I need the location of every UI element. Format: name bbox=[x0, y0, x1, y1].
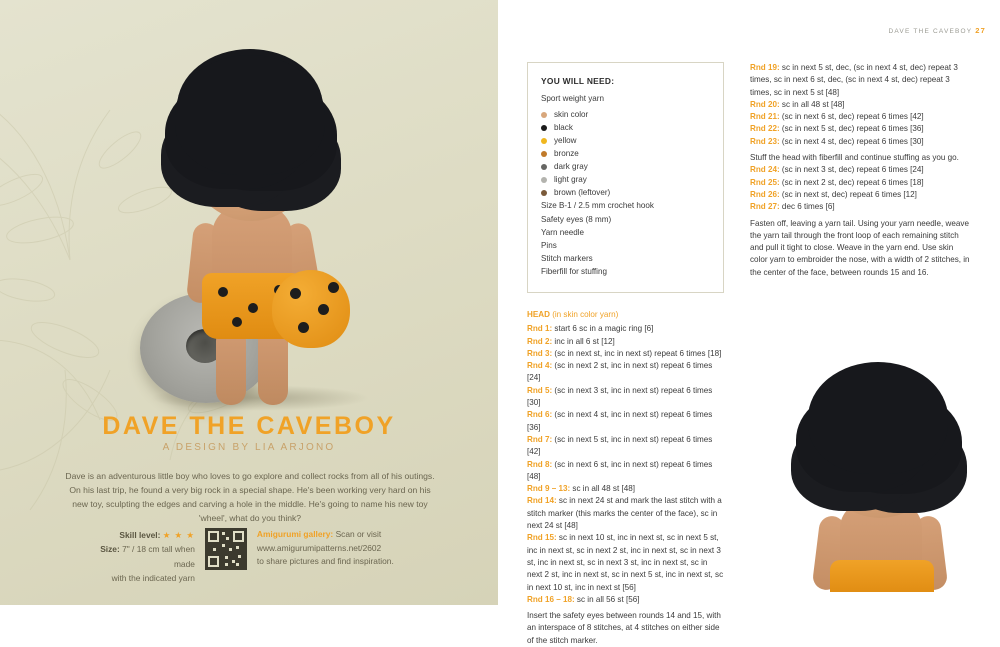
round-row: Rnd 25: (sc in next 2 st, dec) repeat 6 times [18] bbox=[750, 177, 924, 187]
list-item: black bbox=[541, 121, 710, 134]
materials-box bbox=[527, 62, 724, 293]
material-item: Stitch markers bbox=[541, 253, 593, 263]
round-row: Rnd 19: sc in next 5 st, dec, (sc in next 4 st, dec) repeat 3 times, sc in next 6 st, dec, (sc in next 4 st, dec) repeat 3 times, sc in next 5 st [48] bbox=[750, 63, 958, 97]
skill-level-label: Skill level: bbox=[119, 530, 161, 540]
column-right bbox=[750, 62, 972, 279]
color-swatch-icon bbox=[541, 151, 547, 157]
round-row: Rnd 24: (sc in next 3 st, dec) repeat 6 times [24] bbox=[750, 165, 924, 175]
photo-doll-nose bbox=[876, 480, 886, 486]
list-item: brown (leftover) bbox=[541, 186, 710, 199]
round-row: Rnd 14: sc in next 24 st and mark the last stitch with a stitch marker (this marks the center of the face), sc in next 24 st [48] bbox=[527, 496, 722, 531]
doll-nose bbox=[247, 179, 257, 185]
qr-code-icon[interactable] bbox=[205, 528, 247, 570]
yarn-color-list bbox=[541, 108, 710, 200]
running-header bbox=[888, 26, 986, 35]
doll-bag bbox=[272, 270, 350, 348]
page-title: DAVE THE CAVEBOY bbox=[102, 412, 396, 440]
color-swatch-icon bbox=[541, 190, 547, 196]
photo-doll-hair bbox=[808, 362, 948, 474]
round-row: Rnd 23: (sc in next 4 st, dec) repeat 6 times [30] bbox=[750, 136, 924, 146]
skill-level-stars: ★ ★ ★ bbox=[162, 530, 195, 540]
list-item: yellow bbox=[541, 134, 710, 147]
list-item: bronze bbox=[541, 147, 710, 160]
materials-title: YOU WILL NEED: bbox=[541, 76, 615, 86]
gallery-info bbox=[257, 528, 400, 569]
round-row: Rnd 22: (sc in next 5 st, dec) repeat 6 times [36] bbox=[750, 124, 924, 134]
round-row: Rnd 7: (sc in next 5 st, inc in next st) repeat 6 times [42] bbox=[527, 434, 713, 457]
caveboy-detail-photo bbox=[766, 352, 992, 592]
round-row: Rnd 6: (sc in next 4 st, inc in next st) repeat 6 times [36] bbox=[527, 410, 713, 432]
list-item: light gray bbox=[541, 173, 710, 186]
column-left bbox=[527, 62, 724, 647]
color-swatch-icon bbox=[541, 177, 547, 183]
color-swatch-icon bbox=[541, 164, 547, 170]
round-row: Rnd 2: inc in all 6 st [12] bbox=[527, 336, 615, 346]
skill-and-size-info bbox=[100, 528, 195, 585]
photo-doll-skirt bbox=[830, 560, 934, 592]
gallery-line3: to share pictures and find inspiration. bbox=[256, 556, 394, 567]
running-header-title: DAVE THE CAVEBOY bbox=[888, 28, 973, 35]
round-row: Rnd 21: (sc in next 6 st, dec) repeat 6 times [42] bbox=[750, 112, 924, 122]
material-item: Pins bbox=[541, 240, 557, 250]
round-row: Rnd 5: (sc in next 3 st, inc in next st) repeat 6 times [30] bbox=[527, 385, 713, 408]
material-item: Yarn needle bbox=[541, 227, 585, 237]
fasten-off-note: Fasten off, leaving a yarn tail. Using your yarn needle, weave the yarn tail through the front loop of each remaining stitch and pull it tight to close. Weave in the yarn end. Use skin color yarn to embroider the nose, with a width of 2 stitches, in the center of the face, between rounds 15 and 16. bbox=[750, 218, 970, 277]
color-swatch-icon bbox=[541, 138, 547, 144]
section-title-head bbox=[527, 309, 724, 321]
pattern-info-row bbox=[100, 528, 400, 585]
section-note: (in skin color yarn) bbox=[552, 310, 619, 320]
material-item: Safety eyes (8 mm) bbox=[541, 214, 612, 224]
round-row: Rnd 16 – 18: sc in all 56 st [56] bbox=[527, 594, 640, 604]
round-row: Rnd 3: (sc in next st, inc in next st) repeat 6 times [18] bbox=[527, 348, 722, 358]
right-page bbox=[498, 0, 1000, 645]
page-number: 27 bbox=[975, 26, 986, 35]
round-row: Rnd 1: start 6 sc in a magic ring [6] bbox=[527, 324, 654, 334]
list-item: skin color bbox=[541, 108, 710, 121]
round-row: Rnd 26: (sc in next st, dec) repeat 6 times [12] bbox=[750, 189, 917, 199]
caveboy-doll-photo bbox=[120, 55, 390, 415]
left-page bbox=[0, 0, 498, 605]
section-name: HEAD bbox=[527, 310, 550, 320]
round-row: Rnd 20: sc in all 48 st [48] bbox=[750, 99, 845, 109]
size-value: 7" / 18 cm tall when made bbox=[122, 544, 195, 569]
head-section-note: Insert the safety eyes between rounds 14 and 15, with an interspace of 8 stitches, at 4 stitches on either side of the stitch marker. bbox=[527, 611, 721, 645]
gallery-title: Amigurumi gallery: bbox=[256, 529, 334, 539]
designer-credit: A DESIGN BY LIA ARJONO bbox=[162, 442, 336, 453]
size-note: with the indicated yarn bbox=[111, 572, 195, 583]
round-row: Rnd 15: sc in next 10 st, inc in next st, sc in next 5 st, inc in next st, sc in next 2 st, inc in next st, sc in next 3 st, inc in next st, sc in next 3 st, inc in next st, sc in next 2 st, inc in next st, sc in next 5 st, inc in next st, sc in next 10 st, inc in next st [56] bbox=[527, 533, 724, 592]
round-row: Rnd 8: (sc in next 6 st, inc in next st) repeat 6 times [48] bbox=[527, 459, 713, 481]
round-row: Rnd 4: (sc in next 2 st, inc in next st) repeat 6 times [24] bbox=[527, 361, 713, 383]
round-row: Rnd 27: dec 6 times [6] bbox=[750, 202, 835, 212]
list-item: dark gray bbox=[541, 160, 710, 173]
material-item: Fiberfill for stuffing bbox=[541, 267, 607, 277]
color-swatch-icon bbox=[541, 112, 547, 118]
gallery-url[interactable]: www.amigurumipatterns.net/2602 bbox=[256, 542, 382, 553]
color-swatch-icon bbox=[541, 125, 547, 131]
material-item: Size B-1 / 2.5 mm crochet hook bbox=[541, 201, 654, 211]
doll-hair bbox=[175, 55, 325, 175]
size-label: Size: bbox=[100, 544, 120, 555]
round-row: Rnd 9 – 13: sc in all 48 st [48] bbox=[527, 484, 635, 494]
stuffing-note: Stuff the head with fiberfill and continue stuffing as you go. bbox=[750, 153, 959, 163]
intro-blurb: Dave is an adventurous little boy who loves to go explore and collect rocks from all of his outings. On his last trip, he found a very big rock in a special shape. He's been working very hard on his new toy, sculpting the edges and carving a hole in the middle. He's going to name his new toy 'wheel', what do you think? bbox=[65, 471, 435, 523]
yarn-weight-label: Sport weight yarn bbox=[541, 93, 604, 103]
gallery-line1: Scan or visit bbox=[335, 529, 382, 539]
